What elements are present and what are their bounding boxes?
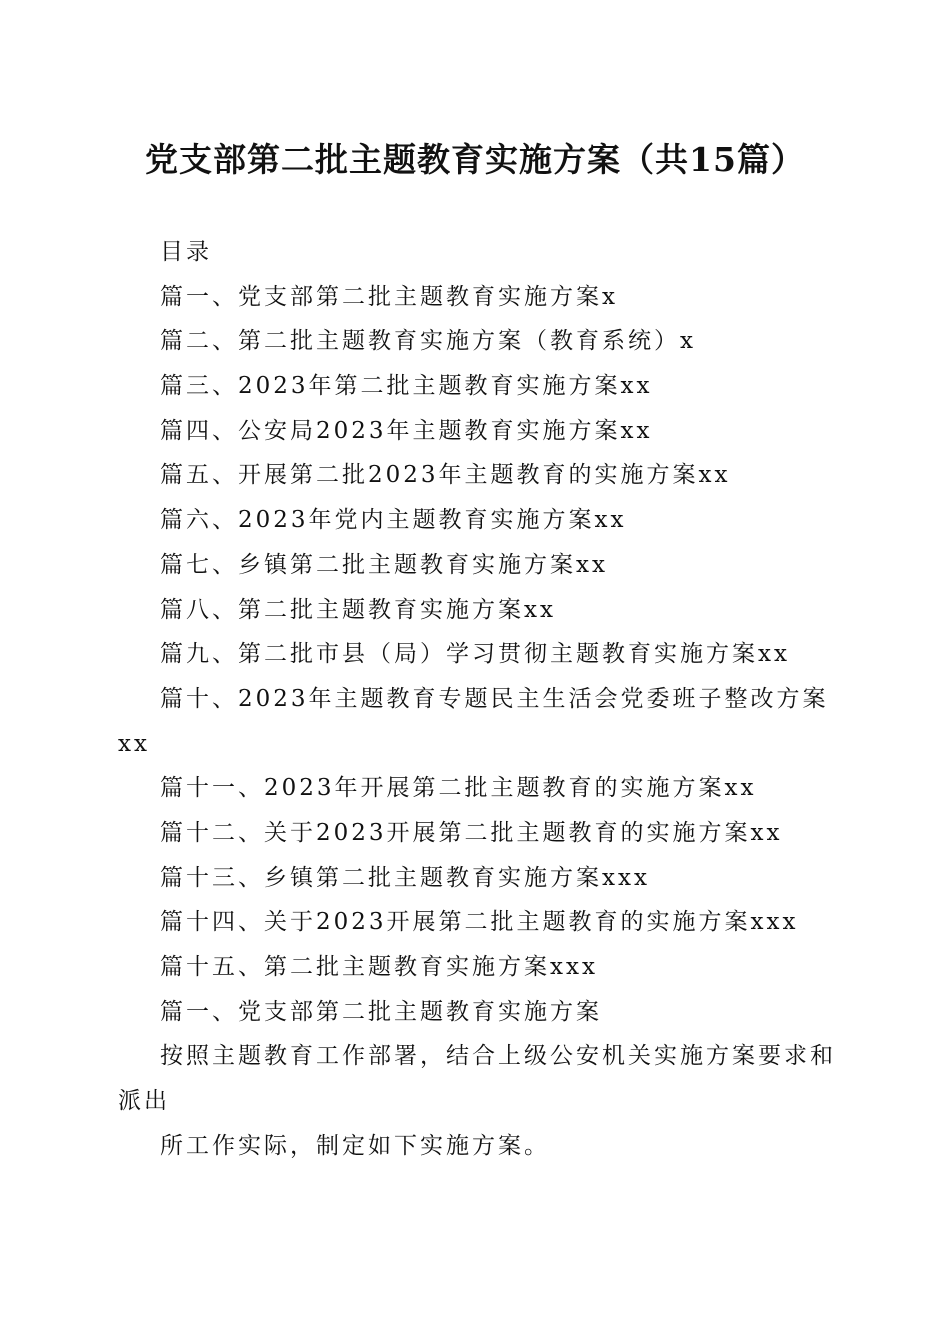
toc-item: 篇六、2023年党内主题教育实施方案xx <box>160 507 627 534</box>
toc-item: 篇十五、第二批主题教育实施方案xxx <box>160 954 598 980</box>
toc-item-continuation: xx <box>118 730 150 757</box>
toc-item: 篇二、第二批主题教育实施方案（教育系统）x <box>160 328 696 355</box>
section-heading: 篇一、党支部第二批主题教育实施方案 <box>160 998 602 1025</box>
toc-item: 篇八、第二批主题教育实施方案xx <box>160 596 556 623</box>
paragraph-line: 所工作实际，制定如下实施方案。 <box>160 1132 550 1159</box>
toc-item: 篇三、2023年第二批主题教育实施方案xx <box>160 373 653 400</box>
document-title: 党支部第二批主题教育实施方案（共15篇） <box>145 140 805 179</box>
toc-item: 篇十四、关于2023开展第二批主题教育的实施方案xxx <box>160 909 799 936</box>
toc-item: 篇五、开展第二批2023年主题教育的实施方案xx <box>160 462 731 489</box>
toc-item: 篇七、乡镇第二批主题教育实施方案xx <box>160 551 608 578</box>
toc-item: 篇十三、乡镇第二批主题教育实施方案xxx <box>160 864 650 891</box>
paragraph-line: 派出 <box>118 1088 170 1115</box>
toc-item: 篇九、第二批市县（局）学习贯彻主题教育实施方案xx <box>160 641 790 668</box>
toc-item: 篇四、公安局2023年主题教育实施方案xx <box>160 417 653 444</box>
toc-heading: 目录 <box>160 239 212 265</box>
toc-item: 篇十一、2023年开展第二批主题教育的实施方案xx <box>160 775 757 802</box>
paragraph-line: 按照主题教育工作部署，结合上级公安机关实施方案要求和 <box>160 1043 836 1070</box>
toc-item: 篇十、2023年主题教育专题民主生活会党委班子整改方案 <box>160 685 829 712</box>
document-body <box>118 230 836 1168</box>
toc-item: 篇十二、关于2023开展第二批主题教育的实施方案xx <box>160 819 783 846</box>
toc-item: 篇一、党支部第二批主题教育实施方案x <box>160 283 618 310</box>
